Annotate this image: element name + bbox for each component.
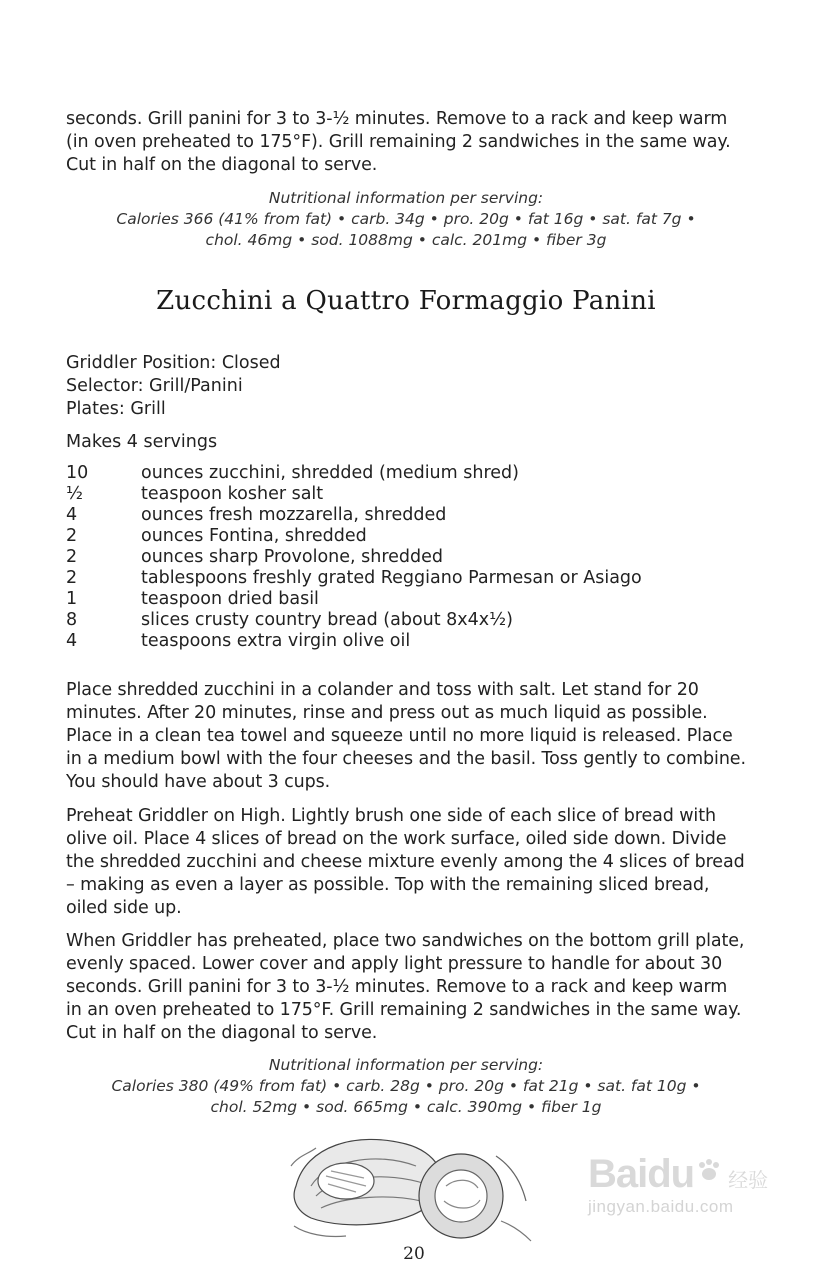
ingredient-qty: 1 xyxy=(66,589,78,609)
ingredient-list xyxy=(66,463,746,652)
ingredient-qty: ½ xyxy=(66,484,83,504)
watermark-url: jingyan.baidu.com xyxy=(588,1197,734,1216)
mushroom-illustration-icon xyxy=(286,1126,536,1244)
intro-nutrition-heading: Nutritional information per serving: xyxy=(268,189,544,207)
intro-paragraph: seconds. Grill panini for 3 to 3-½ minutes. Remove to a rack and keep warm (in oven preheated to 175°F). Grill remaining 2 sandwiches in the same way. Cut in half on the diagonal to serve. xyxy=(66,109,731,175)
recipe-nutrition-heading: Nutritional information per serving: xyxy=(268,1056,544,1074)
ingredient-row xyxy=(66,610,746,631)
step-1-paragraph: Place shredded zucchini in a colander and toss with salt. Let stand for 20 minutes. After 20 minutes, rinse and press out as much liquid as possible. Place in a clean tea towel and squeeze until no more liquid is released. Place in a medium bowl with the four cheeses and the basil. Toss gently to combine. You should have about 3 cups. xyxy=(66,680,746,792)
ingredient-desc: tablespoons freshly grated Reggiano Parmesan or Asiago xyxy=(141,568,642,588)
griddler-position: Griddler Position: Closed xyxy=(66,353,281,373)
intro-nutrition-line1: Calories 366 (41% from fat) • carb. 34g • pro. 20g • fat 16g • sat. fat 7g • xyxy=(116,210,696,228)
ingredient-qty: 4 xyxy=(66,505,78,525)
ingredient-row xyxy=(66,463,746,484)
ingredient-desc: ounces zucchini, shredded (medium shred) xyxy=(141,463,519,483)
recipe-nutrition xyxy=(66,1055,746,1118)
ingredient-qty: 10 xyxy=(66,463,89,483)
watermark-sub: 经验 xyxy=(728,1170,769,1192)
plates-setting: Plates: Grill xyxy=(66,399,166,419)
watermark xyxy=(588,1152,768,1217)
recipe-nutrition-line1: Calories 380 (49% from fat) • carb. 28g • pro. 20g • fat 21g • sat. fat 10g • xyxy=(111,1077,701,1095)
ingredient-desc: slices crusty country bread (about 8x4x½) xyxy=(141,610,513,630)
ingredient-row xyxy=(66,484,746,505)
selector-setting: Selector: Grill/Panini xyxy=(66,376,243,396)
watermark-logo: Baidu xyxy=(588,1152,695,1196)
recipe-title: Zucchini a Quattro Formaggio Panini xyxy=(156,286,656,316)
ingredient-row xyxy=(66,505,746,526)
ingredient-row xyxy=(66,589,746,610)
step-2-paragraph: Preheat Griddler on High. Lightly brush one side of each slice of bread with olive oil. Place 4 slices of bread on the work surface, oiled side down. Divide the shredded zucchini and cheese mixture evenly among the 4 slices of bread – making as even a layer as possible. Top with the remaining sliced bread, oiled side up. xyxy=(66,806,745,918)
paw-icon xyxy=(696,1157,722,1183)
ingredient-qty: 4 xyxy=(66,631,78,651)
intro-nutrition-line2: chol. 46mg • sod. 1088mg • calc. 201mg • fiber 3g xyxy=(205,231,607,249)
ingredient-desc: teaspoons extra virgin olive oil xyxy=(141,631,411,651)
step-3-paragraph: When Griddler has preheated, place two sandwiches on the bottom grill plate, evenly spaced. Lower cover and apply light pressure to handle for about 30 seconds. Grill panini for 3 to 3-½ minutes. Remove to a rack and keep warm in an oven preheated to 175°F. Grill remaining 2 sandwiches in the same way. Cut in half on the diagonal to serve. xyxy=(66,931,745,1043)
ingredient-row xyxy=(66,526,746,547)
ingredient-qty: 2 xyxy=(66,547,78,567)
ingredient-desc: ounces Fontina, shredded xyxy=(141,526,367,546)
ingredient-desc: teaspoon dried basil xyxy=(141,589,319,609)
page-number: 20 xyxy=(403,1244,425,1264)
ingredient-qty: 2 xyxy=(66,568,78,588)
ingredient-qty: 2 xyxy=(66,526,78,546)
recipe-nutrition-line2: chol. 52mg • sod. 665mg • calc. 390mg • fiber 1g xyxy=(210,1098,602,1116)
ingredient-desc: ounces fresh mozzarella, shredded xyxy=(141,505,447,525)
ingredient-row xyxy=(66,631,746,652)
ingredient-desc: ounces sharp Provolone, shredded xyxy=(141,547,444,567)
ingredient-desc: teaspoon kosher salt xyxy=(141,484,324,504)
ingredient-row xyxy=(66,547,746,568)
servings: Makes 4 servings xyxy=(66,432,218,452)
ingredient-row xyxy=(66,568,746,589)
ingredient-qty: 8 xyxy=(66,610,78,630)
intro-nutrition xyxy=(66,188,746,251)
